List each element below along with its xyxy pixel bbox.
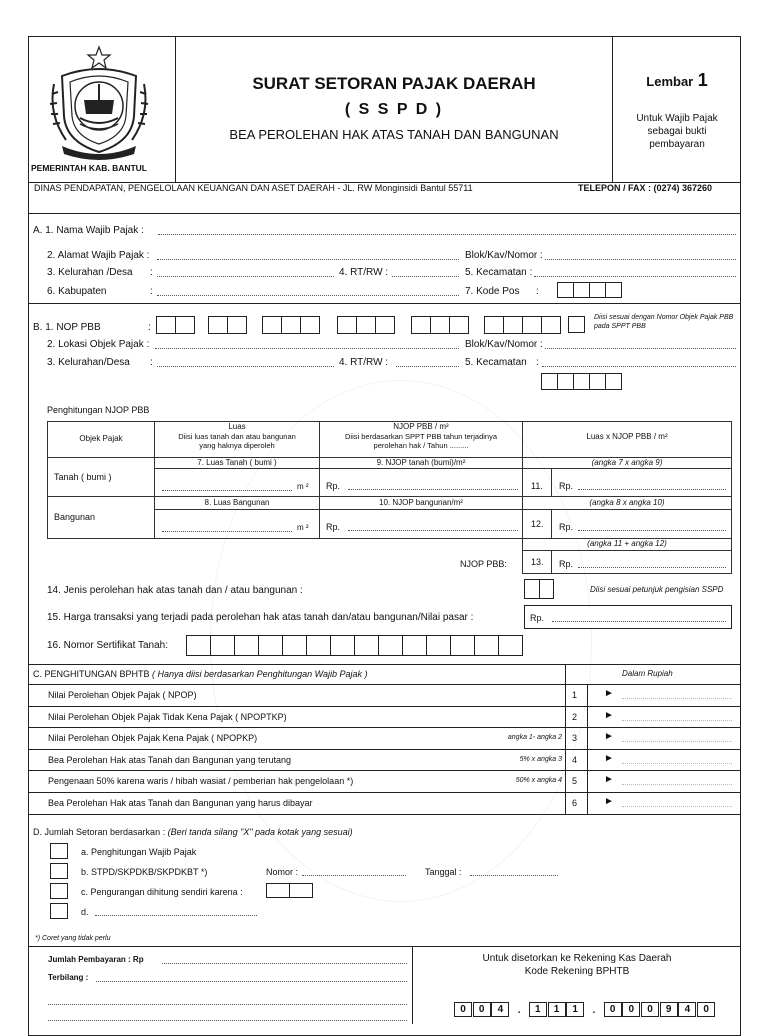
c-row-number: 6 xyxy=(572,798,578,808)
c-row-divider xyxy=(28,706,741,707)
nop-digit-box[interactable] xyxy=(156,316,176,334)
rekening-digit-box xyxy=(548,1002,566,1017)
d-tanggal-label: Tanggal : xyxy=(425,867,462,877)
arrow-right-icon: ► xyxy=(604,709,614,721)
nop-check-box[interactable] xyxy=(568,316,585,333)
coret-note: *) Coret yang tidak perlu xyxy=(35,935,111,942)
c-row-value-field[interactable] xyxy=(622,763,732,764)
checkbox-c[interactable] xyxy=(50,883,68,899)
a3-kelurahan-label: 3. Kelurahan /Desa xyxy=(47,267,133,278)
section-d-top-line xyxy=(28,814,741,815)
kodepos-box[interactable] xyxy=(557,282,574,298)
n12-label: 12. xyxy=(531,519,544,529)
rekening-digit: 1 xyxy=(535,1004,541,1015)
rekening-digit-box xyxy=(566,1002,584,1017)
a1-nama-label: A. 1. Nama Wajib Pajak : xyxy=(33,225,144,236)
rekening-digit: 0 xyxy=(703,1004,709,1015)
terbilang-field-3[interactable] xyxy=(48,1020,407,1021)
rekening-digit: 0 xyxy=(609,1004,616,1015)
b4-rtrw-label: 4. RT/RW : xyxy=(339,357,389,368)
rekening-digit: 4 xyxy=(684,1004,691,1015)
njop-tanah-cell[interactable] xyxy=(319,468,523,497)
harga-transaksi-field[interactable] xyxy=(552,621,726,622)
r9-label: 9. NJOP tanah (bumi)/m² xyxy=(376,458,466,467)
dinas-address: DINAS PENDAPATAN, PENGELOLAAN KEUANGAN DAN ASET DAERAH - JL. RW Monginsidi Bantul 55711 xyxy=(34,183,473,193)
arrow-right-icon: ► xyxy=(604,752,614,764)
r8-label: 8. Luas Bangunan xyxy=(204,498,270,507)
a6-kabupaten-label: 6. Kabupaten xyxy=(47,286,107,297)
a6-colon: : xyxy=(150,286,153,297)
sertifikat-digit-box[interactable] xyxy=(306,635,331,656)
b-blok-field[interactable] xyxy=(545,348,736,349)
h-luas-desc-2: yang haknya diperoleh xyxy=(199,441,275,450)
a4-rtrw-field[interactable] xyxy=(392,276,459,277)
d-option-a: a. Penghitungan Wajib Pajak xyxy=(81,847,197,857)
terbilang-field-2[interactable] xyxy=(48,1004,407,1005)
b1-colon: : xyxy=(148,322,151,333)
lembar-desc-3: pembayaran xyxy=(649,139,705,150)
formula-8x10: (angka 8 x angka 10) xyxy=(589,498,665,507)
a3-kelurahan-field[interactable] xyxy=(157,276,334,277)
rp-11: Rp. xyxy=(559,481,574,491)
harga-transaksi-box[interactable] xyxy=(524,605,732,629)
rekening-separator: . xyxy=(592,1005,596,1016)
form-subtitle-code: ( S S P D ) xyxy=(344,101,444,118)
lembar-label xyxy=(613,70,741,91)
section-d-title-text: D. Jumlah Setoran berdasarkan : xyxy=(33,827,166,837)
rp-12: Rp. xyxy=(559,522,574,532)
d-tanggal-field[interactable] xyxy=(470,875,558,876)
rp-tanah: Rp. xyxy=(326,481,341,491)
section-d-title-note: (Beri tanda silang "X" pada kotak yang sesuai) xyxy=(167,827,353,837)
c-row-label: Bea Perolehan Hak atas Tanah dan Bangunan yang harus dibayar xyxy=(48,798,313,808)
arrow-right-icon: ► xyxy=(604,774,614,786)
njop-title: Penghitungan NJOP PBB xyxy=(47,405,150,415)
jumlah-pembayaran-label: Jumlah Pembayaran : Rp xyxy=(48,955,144,964)
d-nomor-label: Nomor : xyxy=(266,867,299,877)
c-row-label: Pengenaan 50% karena waris / hibah wasiat / pemberian hak pengelolaan *) xyxy=(48,776,354,787)
b5-kecamatan-field[interactable] xyxy=(542,366,736,367)
kodepos-box[interactable] xyxy=(573,282,590,298)
sertifikat-digit-box[interactable] xyxy=(210,635,235,656)
h-njop-desc-1: Diisi berdasarkan SPPT PBB tahun terjadinya xyxy=(344,432,498,441)
c-row-divider xyxy=(28,770,741,771)
arrow-right-icon: ► xyxy=(604,796,614,807)
nop-digit-box[interactable] xyxy=(411,316,431,334)
dinas-phone: TELEPON / FAX : (0274) 367260 xyxy=(578,183,713,193)
bangunan-label: Bangunan xyxy=(54,512,96,522)
c-row-label: Nilai Perolehan Objek Pajak Tidak Kena Pajak ( NPOPTKP) xyxy=(48,711,287,722)
h-objek: Objek Pajak xyxy=(79,434,123,443)
terbilang-field-1[interactable] xyxy=(96,981,407,982)
rp-15: Rp. xyxy=(530,613,545,623)
b5-colon: : xyxy=(536,357,539,368)
d-other-field[interactable] xyxy=(95,915,257,916)
nop-digit-box[interactable] xyxy=(541,316,561,334)
rekening-digit-box xyxy=(604,1002,622,1017)
kecamatan-code-box[interactable] xyxy=(605,373,622,390)
sertifikat-digit-box[interactable] xyxy=(258,635,283,656)
lembar-number: 1 xyxy=(697,70,708,90)
checkbox-d[interactable] xyxy=(50,903,68,919)
jumlah-pembayaran-field[interactable] xyxy=(162,963,407,964)
bantul-emblem-icon xyxy=(44,44,154,162)
c-row-number: 3 xyxy=(572,733,578,744)
i14-label: 14. Jenis perolehan hak atas tanah dan / atau bangunan : xyxy=(47,585,303,596)
a6-kabupaten-field[interactable] xyxy=(157,295,459,296)
luas-bangunan-field[interactable] xyxy=(162,531,292,532)
kodepos-box[interactable] xyxy=(589,282,606,298)
r7-label: 7. Luas Tanah ( bumi ) xyxy=(197,458,277,467)
sertifikat-digit-box[interactable] xyxy=(426,635,451,656)
dalam-rupiah: Dalam Rupiah xyxy=(622,669,673,678)
checkbox-a[interactable] xyxy=(50,843,68,859)
kecamatan-code-box[interactable] xyxy=(573,373,590,390)
c-row-number: 5 xyxy=(572,776,578,787)
sertifikat-digit-box[interactable] xyxy=(450,635,475,656)
nop-digit-box[interactable] xyxy=(300,316,320,334)
sertifikat-digit-box[interactable] xyxy=(330,635,355,656)
d-option-d: d. xyxy=(81,907,89,917)
arrow-right-icon: ► xyxy=(604,731,614,743)
setor-rekening-text: Untuk disetorkan ke Rekening Kas Daerah xyxy=(482,953,672,964)
formula-7x9: (angka 7 x angka 9) xyxy=(591,458,663,467)
sertifikat-digit-box[interactable] xyxy=(234,635,259,656)
c-row-divider xyxy=(28,792,741,793)
i14-note: Diisi sesuai petunjuk pengisian SSPD xyxy=(590,585,724,594)
c-row-label: Nilai Perolehan Objek Pajak Kena Pajak ( NPOPKP) xyxy=(48,733,258,744)
c-reason-box[interactable] xyxy=(266,883,290,898)
sertifikat-digit-box[interactable] xyxy=(186,635,211,656)
i15-label: 15. Harga transaksi yang terjadi pada perolehan hak atas tanah dan/atau bangunan/Nilai pasar : xyxy=(47,612,474,623)
h-njop: NJOP PBB / m² xyxy=(393,422,449,431)
a5-kecamatan-label: 5. Kecamatan : xyxy=(465,267,533,278)
njop-tanah-field[interactable] xyxy=(348,489,518,490)
rekening-digit-box xyxy=(491,1002,509,1017)
c-row-divider xyxy=(28,749,741,750)
arrow-right-icon: ► xyxy=(604,688,614,699)
rekening-digit: 0 xyxy=(628,1004,635,1015)
i16-label: 16. Nomor Sertifikat Tanah: xyxy=(47,640,168,651)
b3-colon: : xyxy=(150,357,153,368)
b2-lokasi-field[interactable] xyxy=(155,348,459,349)
kecamatan-code-box[interactable] xyxy=(541,373,558,390)
form-subtitle: BEA PEROLEHAN HAK ATAS TANAH DAN BANGUNAN xyxy=(229,127,559,142)
d-option-c: c. Pengurangan dihitung sendiri karena : xyxy=(81,887,243,897)
c-row-formula: angka 1- angka 2 xyxy=(507,734,562,742)
rekening-digit: 1 xyxy=(553,1004,560,1015)
rekening-digit: 0 xyxy=(647,1004,653,1015)
a-blok-label: Blok/Kav/Nomor : xyxy=(465,250,543,261)
tanah-label: Tanah ( bumi ) xyxy=(54,472,112,482)
nop-digit-box[interactable] xyxy=(262,316,282,334)
rekening-digit-box xyxy=(454,1002,472,1017)
rekening-digit-box xyxy=(622,1002,640,1017)
a-blok-field[interactable] xyxy=(545,259,736,260)
rekening-digit: 1 xyxy=(572,1004,578,1015)
c-row-value-field[interactable] xyxy=(622,784,732,785)
njop-bangunan-cell[interactable] xyxy=(319,509,523,539)
jenis-box-divider xyxy=(539,579,540,599)
n11-label: 11. xyxy=(531,481,543,491)
h-luas: Luas xyxy=(228,422,246,431)
rekening-digit: 4 xyxy=(497,1004,504,1015)
nop-digit-box[interactable] xyxy=(375,316,395,334)
rekening-digit-box xyxy=(529,1002,547,1017)
lembar-desc-1: Untuk Wajib Pajak xyxy=(636,113,718,124)
sertifikat-digit-box[interactable] xyxy=(354,635,379,656)
nop-digit-box[interactable] xyxy=(449,316,469,334)
n11-value-cell[interactable] xyxy=(551,468,732,497)
nop-digit-box[interactable] xyxy=(430,316,450,334)
rekening-digit-box xyxy=(678,1002,696,1017)
d-option-b: b. STPD/SKPDKB/SKPDKBT *) xyxy=(81,867,208,877)
dinas-bottom-line xyxy=(28,213,741,214)
m2-unit-bangunan: m ² xyxy=(297,523,309,532)
h-luas-x-njop: Luas x NJOP PBB / m² xyxy=(586,432,668,441)
nop-digit-box[interactable] xyxy=(356,316,376,334)
sertifikat-digit-box[interactable] xyxy=(378,635,403,656)
rekening-digit-box xyxy=(697,1002,715,1017)
formula-11plus12: (angka 11 + angka 12) xyxy=(587,539,667,548)
nop-digit-box[interactable] xyxy=(503,316,523,334)
sertifikat-digit-box[interactable] xyxy=(498,635,523,656)
luas-bangunan-cell[interactable] xyxy=(154,509,320,539)
rekening-digit-box xyxy=(473,1002,491,1017)
form-title: SURAT SETORAN PAJAK DAERAH xyxy=(252,74,536,93)
n12-field[interactable] xyxy=(578,530,726,531)
terbilang-label: Terbilang : xyxy=(48,973,89,982)
section-a-bottom-line xyxy=(28,303,741,304)
b2-lokasi-label: 2. Lokasi Objek Pajak : xyxy=(47,339,150,350)
r10-label: 10. NJOP bangunan/m² xyxy=(379,498,463,507)
b-blok-label: Blok/Kav/Nomor : xyxy=(465,339,543,350)
c-row-line xyxy=(28,684,741,685)
sertifikat-digit-box[interactable] xyxy=(402,635,427,656)
c-row-value-field[interactable] xyxy=(622,720,732,721)
a3-colon: : xyxy=(150,267,153,278)
a5-kecamatan-field[interactable] xyxy=(534,276,736,277)
nop-digit-box[interactable] xyxy=(281,316,301,334)
b3-kelurahan-label: 3. Kelurahan/Desa xyxy=(47,357,130,368)
rekening-separator: . xyxy=(517,1005,521,1016)
b3-kelurahan-field[interactable] xyxy=(157,366,334,367)
checkbox-b[interactable] xyxy=(50,863,68,879)
n13-label: 13. xyxy=(531,557,544,567)
rekening-digit: 9 xyxy=(665,1004,672,1015)
c-row-number: 1 xyxy=(572,690,578,700)
c-row-divider xyxy=(28,727,741,728)
sertifikat-digit-box[interactable] xyxy=(282,635,307,656)
a4-rtrw-label: 4. RT/RW : xyxy=(339,267,389,278)
logo-caption: PEMERINTAH KAB. BANTUL xyxy=(31,163,148,173)
section-d-title xyxy=(33,827,353,837)
section-c-title-note: ( Hanya diisi berdasarkan Penghitungan Wajib Pajak ) xyxy=(152,669,368,679)
sertifikat-digit-box[interactable] xyxy=(474,635,499,656)
b4-rtrw-field[interactable] xyxy=(396,366,459,367)
c-row-value-field[interactable] xyxy=(622,698,732,699)
footer-top-line xyxy=(28,946,741,947)
a7-kodepos-label: 7. Kode Pos xyxy=(465,286,520,297)
luas-tanah-cell[interactable] xyxy=(154,468,320,497)
lembar-desc-2: sebagai bukti xyxy=(647,126,707,137)
rekening-digit: 0 xyxy=(478,1004,485,1015)
a2-alamat-field[interactable] xyxy=(157,259,459,260)
c-row-value-field[interactable] xyxy=(622,741,732,742)
b1-nop-label: B. 1. NOP PBB xyxy=(33,322,101,333)
c-row-value-field[interactable] xyxy=(622,806,732,807)
a1-nama-field[interactable] xyxy=(158,234,736,235)
b5-kecamatan-label: 5. Kecamatan xyxy=(465,357,527,368)
c-reason-box[interactable] xyxy=(289,883,313,898)
nop-digit-box[interactable] xyxy=(522,316,542,334)
c-row-number: 4 xyxy=(572,754,578,765)
h-njop-desc-2: perolehan hak / Tahun ......... xyxy=(373,441,469,450)
h-luas-desc-1: Diisi luas tanah dan atau bangunan xyxy=(178,432,296,441)
header-divider-right xyxy=(612,36,613,182)
njop-bangunan-field[interactable] xyxy=(348,530,518,531)
nop-digit-box[interactable] xyxy=(337,316,357,334)
c-row-label: Bea Perolehan Hak atas Tanah dan Bangunan yang terutang xyxy=(48,754,292,765)
luas-tanah-field[interactable] xyxy=(162,490,292,491)
section-c-title xyxy=(33,669,368,679)
rp-13: Rp. xyxy=(559,559,574,569)
rekening-digit-box xyxy=(660,1002,678,1017)
c-row-label: Nilai Perolehan Objek Pajak ( NPOP) xyxy=(48,690,197,700)
m2-unit-tanah: m ² xyxy=(297,482,309,491)
kode-rekening-label: Kode Rekening BPHTB xyxy=(524,966,630,977)
nop-digit-box[interactable] xyxy=(175,316,195,334)
nop-digit-box[interactable] xyxy=(208,316,228,334)
section-c-top-line xyxy=(28,664,741,665)
rekening-digit-box xyxy=(641,1002,659,1017)
nop-digit-box[interactable] xyxy=(484,316,504,334)
njop-pbb-label: NJOP PBB: xyxy=(460,559,507,569)
kecamatan-code-box[interactable] xyxy=(557,373,574,390)
rp-bangunan: Rp. xyxy=(326,522,341,532)
nop-digit-box[interactable] xyxy=(227,316,247,334)
c-row-formula: 5% x angka 3 xyxy=(519,755,562,763)
c-row-formula: 50% x angka 4 xyxy=(515,777,562,785)
rekening-digit: 0 xyxy=(460,1004,466,1015)
bantul-logo xyxy=(44,44,154,162)
nop-note-2: pada SPPT PBB xyxy=(594,323,646,330)
n11-field[interactable] xyxy=(578,489,726,490)
c-row-number: 2 xyxy=(572,711,578,722)
njop-pbb-field[interactable] xyxy=(578,567,726,568)
a2-alamat-label: 2. Alamat Wajib Pajak : xyxy=(47,250,150,261)
nop-note-1: Diisi sesuai dengan Nomor Objek Pajak PBB xyxy=(594,314,734,321)
section-c-title-text: C. PENGHITUNGAN BPHTB xyxy=(33,669,150,679)
a7-colon: : xyxy=(536,286,539,297)
n12-value-cell[interactable] xyxy=(551,509,732,539)
kecamatan-code-box[interactable] xyxy=(589,373,606,390)
lembar-text: Lembar xyxy=(646,74,694,89)
kodepos-box[interactable] xyxy=(605,282,622,298)
n13-value-cell[interactable] xyxy=(551,550,732,574)
d-nomor-field[interactable] xyxy=(302,875,406,876)
